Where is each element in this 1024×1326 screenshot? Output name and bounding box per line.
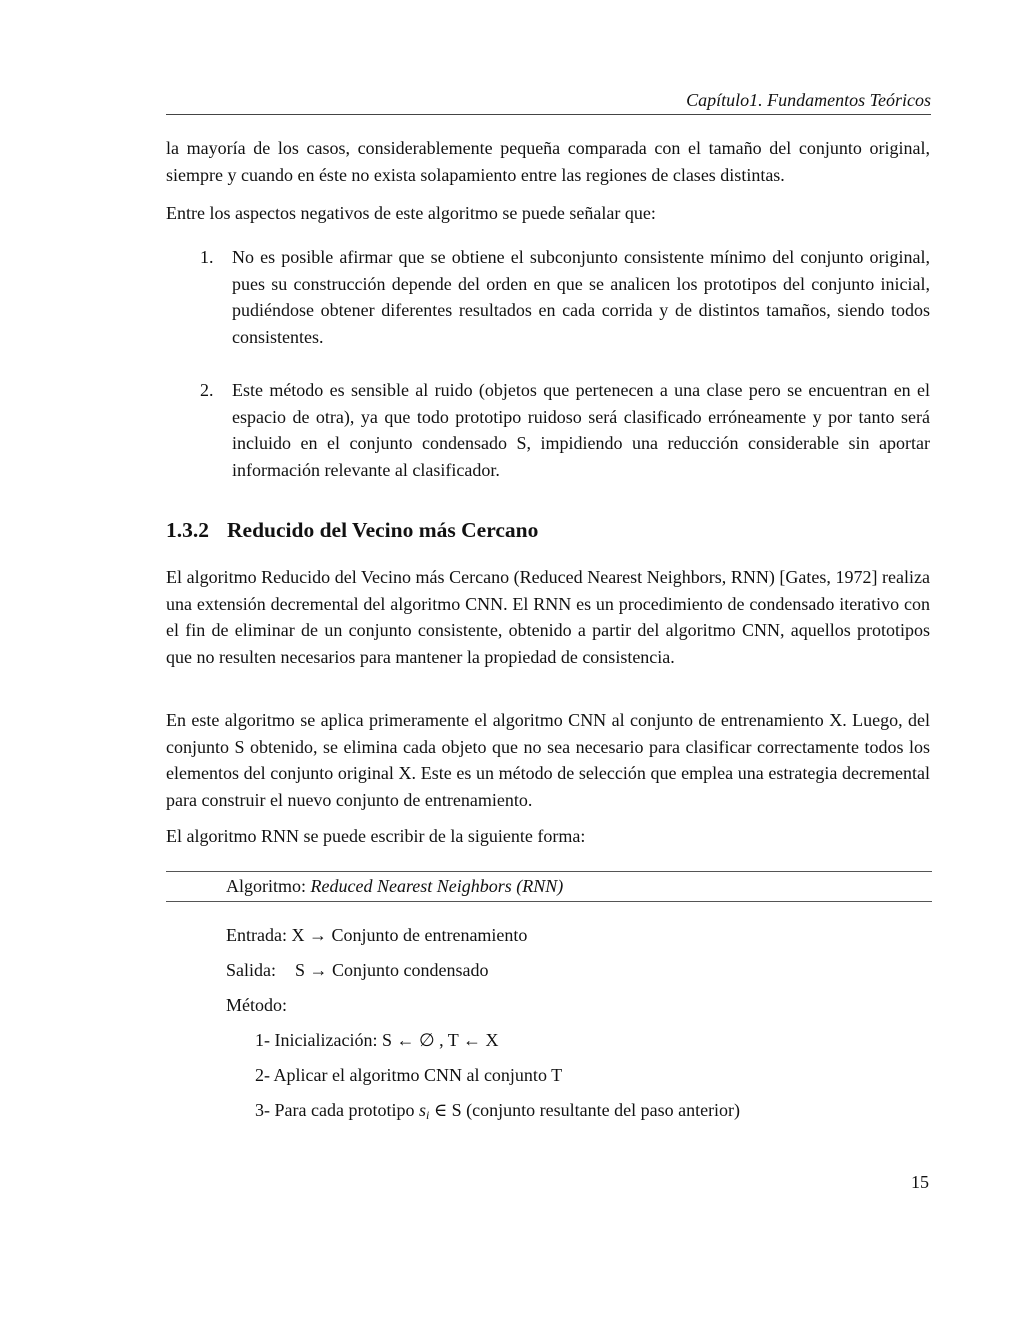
paragraph-rnn-method: En este algoritmo se aplica primeramente el algoritmo CNN al conjunto de entrenamiento X. Luego, del conjunto S obtenido, se elimina cada objeto que no sea necesario para clasificar correctamente todos los elementos del conjunto original X. Este es un método de selección que emplea una estrategia decremental para construir el nuevo conjunto de entrenamiento.: [166, 710, 930, 810]
running-header: Capítulo1. Fundamentos Teóricos: [686, 90, 931, 110]
algorithm-label: Algoritmo:: [226, 876, 311, 896]
list-text: No es posible afirmar que se obtiene el subconjunto consistente mínimo del conjunto original, pues su construcción depende del orden en que se analicen los prototipos del conjunto inicial, pudiéndose obtener diferentes resultados en cada corrida y de distintos tamaños, siendo todos consistentes.: [232, 247, 930, 347]
algorithm-top-rule: [166, 871, 932, 872]
algorithm-step-1: 1- Inicialización: S ← ∅ , T ← X: [255, 1030, 499, 1050]
algorithm-step-2: 2- Aplicar el algoritmo CNN al conjunto T: [255, 1065, 563, 1085]
algorithm-bottom-rule: [166, 901, 932, 902]
section-title: Reducido del Vecino más Cercano: [227, 518, 539, 542]
step3-subscript: i: [425, 1108, 430, 1122]
algorithm-method-label: Método:: [226, 995, 287, 1015]
algorithm-title: [226, 874, 563, 898]
algorithm-output: [226, 958, 489, 982]
page-number: 15: [911, 1172, 929, 1192]
paragraph-rnn-form: El algoritmo RNN se puede escribir de la siguiente forma:: [166, 826, 586, 846]
header-rule: [166, 114, 931, 115]
paragraph-continuation: la mayoría de los casos, considerablemente pequeña comparada con el tamaño del conjunto original, siempre y cuando en éste no exista solapamiento entre las regiones de clases distintas.: [166, 138, 930, 185]
paragraph-rnn-intro: El algoritmo Reducido del Vecino más Cercano (Reduced Nearest Neighbors, RNN) [Gates, 1972] realiza una extensión decremental del algoritmo CNN. El RNN es un procedimiento de condensado iterativo con el fin de eliminar de un conjunto consistente, obtenido a partir del algoritmo CNN, aquellos prototipos que no resulten necesarios para mantener la propiedad de consistencia.: [166, 567, 930, 667]
step3-suffix: ∈ S (conjunto resultante del paso anterior): [429, 1100, 741, 1120]
paragraph-negatives-intro: Entre los aspectos negativos de este algoritmo se puede señalar que:: [166, 203, 656, 223]
algorithm-step-3: [255, 1098, 740, 1127]
list-number: 2.: [200, 380, 214, 400]
algorithm-name: Reduced Nearest Neighbors (RNN): [310, 876, 564, 896]
step3-prefix: 3- Para cada prototipo: [255, 1100, 419, 1120]
algorithm-input: Entrada: X → Conjunto de entrenamiento: [226, 925, 528, 945]
list-number: 1.: [200, 247, 214, 267]
section-heading: [166, 516, 538, 544]
section-number: 1.3.2: [166, 518, 209, 542]
output-value: S → Conjunto condensado: [295, 960, 489, 980]
step3-variable: s: [418, 1100, 426, 1120]
list-text: Este método es sensible al ruido (objetos que pertenecen a una clase pero se encuentran en el espacio de otra), ya que todo prototipo ruidoso será clasificado erróneamente y por tanto será incluido en el conjunto condensado S, impidiendo una reducción considerable sin aportar información relevante al clasificador.: [232, 380, 930, 480]
output-label: Salida:: [226, 960, 276, 980]
